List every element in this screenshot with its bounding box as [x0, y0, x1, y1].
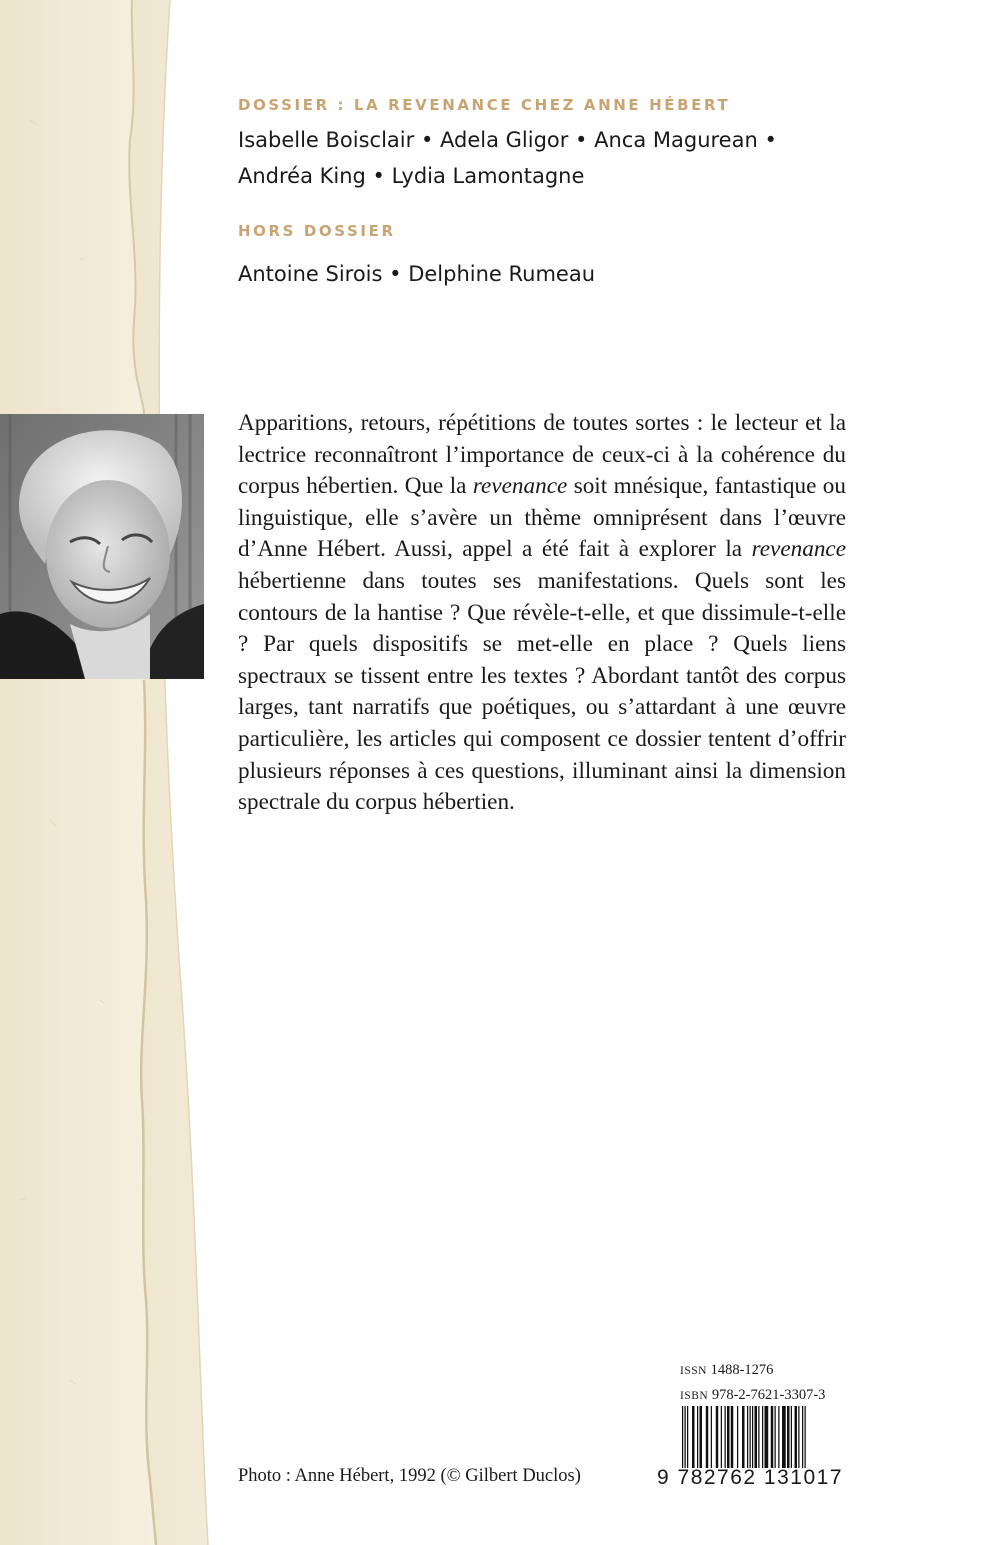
- barcode-bar: [755, 1406, 758, 1468]
- barcode-bar: [771, 1406, 774, 1468]
- barcode-bars: [678, 1406, 848, 1468]
- barcode-bar: [716, 1406, 719, 1468]
- barcode-bar: [697, 1406, 698, 1468]
- portrait-illustration: [0, 414, 204, 679]
- paper-background: [0, 0, 210, 1545]
- issn-label: ISSN: [680, 1365, 707, 1377]
- barcode-bar: [711, 1406, 712, 1468]
- barcode-bar: [795, 1406, 798, 1468]
- hors-dossier-heading: HORS DOSSIER: [238, 222, 396, 240]
- barcode-bar: [782, 1406, 786, 1468]
- barcode-bar: [721, 1406, 722, 1468]
- barcode-bar: [765, 1406, 769, 1468]
- isbn-label: ISBN: [680, 1390, 709, 1402]
- description-paragraph: [238, 408, 846, 819]
- description-text-1: Apparitions, retours, répétitions de toutes sortes : le lecteur et la lectrice reconnaîtront l’importance de ceux-ci à la cohérence du corpus hébertien. Que la: [238, 410, 846, 500]
- barcode-bar: [700, 1406, 703, 1468]
- barcode-bar: [682, 1406, 683, 1468]
- issn-line: [680, 1358, 825, 1383]
- isbn-value: 978-2-7621-3307-3: [711, 1387, 826, 1403]
- barcode-bar: [727, 1406, 730, 1468]
- dossier-heading: DOSSIER : LA REVENANCE CHEZ ANNE HÉBERT: [238, 96, 731, 114]
- barcode-bar: [737, 1406, 738, 1468]
- barcode-bar: [775, 1406, 776, 1468]
- barcode-bar: [692, 1406, 695, 1468]
- dossier-section: [238, 94, 858, 194]
- description-emphasis-1: revenance: [472, 473, 568, 500]
- barcode-bar: [778, 1406, 779, 1468]
- barcode-bar: [805, 1406, 806, 1468]
- barcode-bar: [762, 1406, 763, 1468]
- barcode-bar: [750, 1406, 751, 1468]
- identifiers-block: [680, 1358, 825, 1408]
- barcode-bar: [742, 1406, 745, 1468]
- issn-value: 1488-1276: [710, 1362, 774, 1378]
- barcode-bar: [685, 1406, 686, 1468]
- barcode-bar: [787, 1406, 790, 1468]
- photo-credit: Photo : Anne Hébert, 1992 (© Gilbert Duclos): [238, 1466, 581, 1486]
- barcode-bar: [731, 1406, 734, 1468]
- hors-dossier-section: [238, 220, 858, 292]
- dossier-authors: Isabelle Boisclair • Adela Gligor • Anca Magurean • Andréa King • Lydia Lamontagne: [238, 128, 777, 188]
- description-text-3: hébertienne dans toutes ses manifestations. Quels sont les contours de la hantise ? Que révèle-t-elle, et que dissimule-t-elle ? Par quels dispositifs se met-elle en place ? Quels liens spectraux se tissent entre les textes ? Abordant tantôt des corpus larges, tant narratifs que poétiques, ou s’attardant à une œuvre particulière, les articles qui composent ce dossier tentent d’offrir plusieurs réponses à ces questions, illuminant ainsi la dimension spectrale du corpus hébertien.: [238, 567, 846, 816]
- paper-edges-illustration: [0, 0, 210, 1545]
- author-portrait-photo: [0, 414, 204, 679]
- barcode-bar: [752, 1406, 753, 1468]
- barcode-bar: [687, 1406, 688, 1468]
- barcode-bar: [747, 1406, 748, 1468]
- isbn-line: [680, 1383, 825, 1408]
- barcode-digits: 9 782762 131017: [657, 1466, 843, 1489]
- barcode-bar: [706, 1406, 709, 1468]
- barcode-bar: [798, 1406, 799, 1468]
- description-text-2: soit mnésique, fantastique ou linguistique, elle s’avère un thème omniprésent dans l’œuvre d’Anne Hébert. Aussi, appel a été fait à explorer la: [238, 473, 846, 563]
- hors-dossier-authors: Antoine Sirois • Delphine Rumeau: [238, 262, 596, 286]
- barcode-bar: [758, 1406, 759, 1468]
- barcode-bar: [802, 1406, 803, 1468]
- barcode-bar: [725, 1406, 726, 1468]
- description-emphasis-2: revenance: [751, 536, 846, 563]
- barcode-bar: [791, 1406, 792, 1468]
